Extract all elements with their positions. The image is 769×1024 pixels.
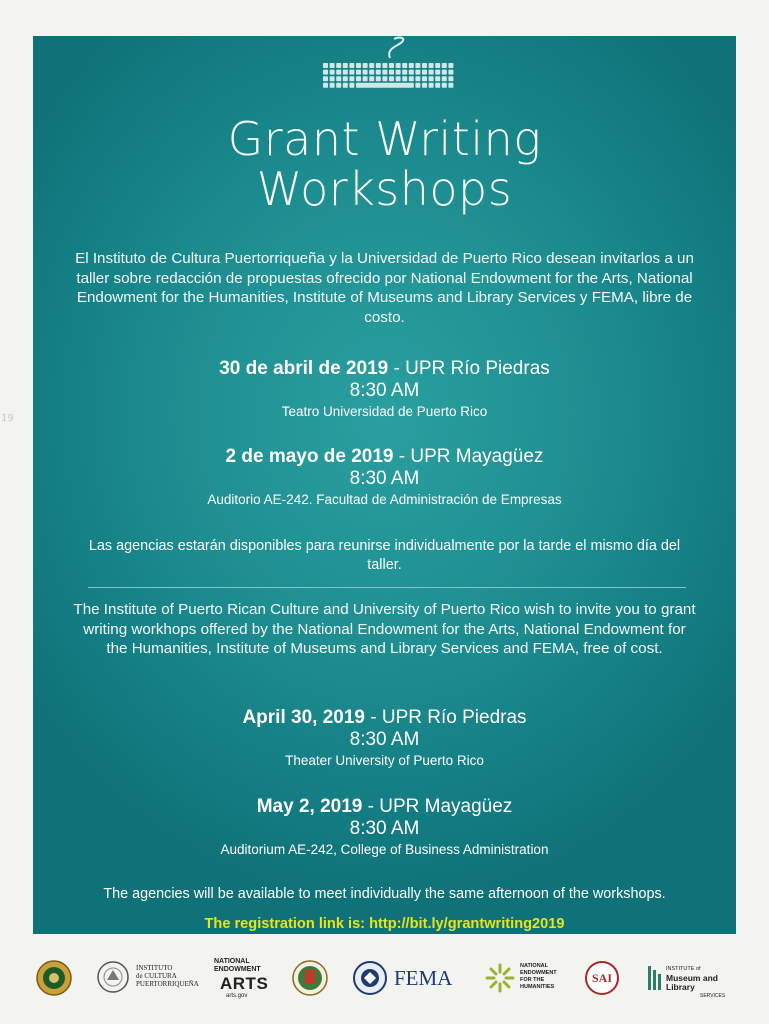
event-date-line bbox=[33, 707, 736, 729]
imls-mark-icon bbox=[646, 964, 664, 992]
event-venue: Auditorium AE-242, College of Business Administration bbox=[220, 842, 549, 857]
sai-logo bbox=[584, 950, 624, 1010]
event-es-rio-piedras bbox=[33, 358, 736, 420]
event-location: - UPR Río Piedras bbox=[388, 358, 550, 379]
keyboard-icon bbox=[318, 36, 458, 106]
imls-text-1: INSTITUTE of bbox=[666, 966, 701, 972]
side-edge-mark: 19 bbox=[1, 413, 14, 424]
dhs-seal-icon bbox=[352, 960, 388, 996]
nea-text-2: ENDOWMENT bbox=[214, 966, 261, 973]
fema-text: FEMA bbox=[394, 966, 453, 990]
title-line-1: Grant Writing bbox=[227, 112, 542, 166]
neh-text-1: NATIONAL bbox=[520, 963, 549, 969]
event-time: 8:30 AM bbox=[349, 729, 420, 750]
nea-text-3: ARTS bbox=[220, 974, 269, 993]
event-location: - UPR Río Piedras bbox=[364, 707, 527, 728]
event-en-mayaguez bbox=[33, 796, 736, 858]
icp-text-2: de CULTURA bbox=[136, 972, 177, 980]
puerto-rico-seal-icon bbox=[34, 950, 74, 1010]
fema-logo bbox=[352, 950, 462, 1010]
event-date: 2 de mayo de 2019 bbox=[225, 446, 394, 467]
icp-text-3: PUERTORRIQUEÑA bbox=[136, 980, 199, 988]
event-time: 8:30 AM bbox=[349, 380, 420, 401]
sponsor-logos bbox=[0, 950, 769, 1010]
neh-text-4: HUMANITIES bbox=[520, 984, 555, 990]
poster bbox=[33, 36, 736, 934]
agencies-note-english: The agencies will be available to meet individually the same afternoon of the workshops. bbox=[103, 886, 666, 902]
intro-english: The Institute of Puerto Rican Culture and University of Puerto Rico wish to invite you to grant writing workhops offered by the National Endowment for the Arts, National Endowment for the Humanities, Institute of Museums and Library Services and FEMA, free of cost. bbox=[73, 601, 696, 658]
event-venue: Auditorio AE-242. Facultad de Administración de Empresas bbox=[207, 492, 562, 507]
icp-text-1: INSTITUTO bbox=[136, 964, 173, 972]
event-date-line bbox=[33, 358, 736, 380]
imls-text-3: SERVICES bbox=[700, 993, 726, 999]
event-es-mayaguez bbox=[33, 446, 736, 508]
event-date: 30 de abril de 2019 bbox=[219, 358, 389, 379]
event-date: April 30, 2019 bbox=[242, 707, 365, 728]
icp-logo bbox=[96, 950, 199, 1010]
event-date-line bbox=[33, 446, 736, 468]
icp-seal-icon bbox=[96, 960, 130, 994]
page-title bbox=[33, 114, 736, 214]
nea-logo bbox=[214, 950, 270, 1010]
neh-logo bbox=[484, 950, 574, 1010]
event-en-rio-piedras bbox=[33, 707, 736, 769]
neh-text-3: FOR THE bbox=[520, 977, 545, 983]
intro-spanish: El Instituto de Cultura Puertorriqueña y la Universidad de Puerto Rico desean invitarlos a un taller sobre redacción de propuestas ofrecido por National Endowment for the Arts, National Endowment for the Humanities, Institute of Museums and Library Services y FEMA, libre de costo. bbox=[75, 250, 694, 326]
event-venue: Theater University of Puerto Rico bbox=[285, 753, 484, 768]
nea-url: arts.gov bbox=[226, 993, 248, 999]
event-date: May 2, 2019 bbox=[256, 796, 363, 817]
imls-text-2: Museum and Library bbox=[666, 973, 718, 992]
event-venue: Teatro Universidad de Puerto Rico bbox=[281, 404, 488, 419]
imls-logo bbox=[646, 950, 746, 1010]
neh-text-2: ENDOWMENT bbox=[520, 970, 557, 976]
neh-burst-icon bbox=[484, 962, 516, 994]
title-line-2: Workshops bbox=[256, 162, 513, 216]
upr-seal-icon bbox=[290, 950, 330, 1010]
registration-link[interactable]: The registration link is: http://bit.ly/grantwriting2019 bbox=[204, 916, 565, 932]
agencies-note-spanish: Las agencias estarán disponibles para reunirse individualmente por la tarde el mismo día del taller. bbox=[88, 538, 681, 573]
event-time: 8:30 AM bbox=[349, 818, 420, 839]
event-location: - UPR Mayagüez bbox=[362, 796, 513, 817]
nea-text-1: NATIONAL bbox=[214, 958, 250, 965]
event-date-line bbox=[33, 796, 736, 818]
event-time: 8:30 AM bbox=[349, 468, 420, 489]
section-divider bbox=[88, 587, 686, 588]
event-location: - UPR Mayagüez bbox=[393, 446, 544, 467]
sai-text: SAI bbox=[591, 971, 612, 985]
